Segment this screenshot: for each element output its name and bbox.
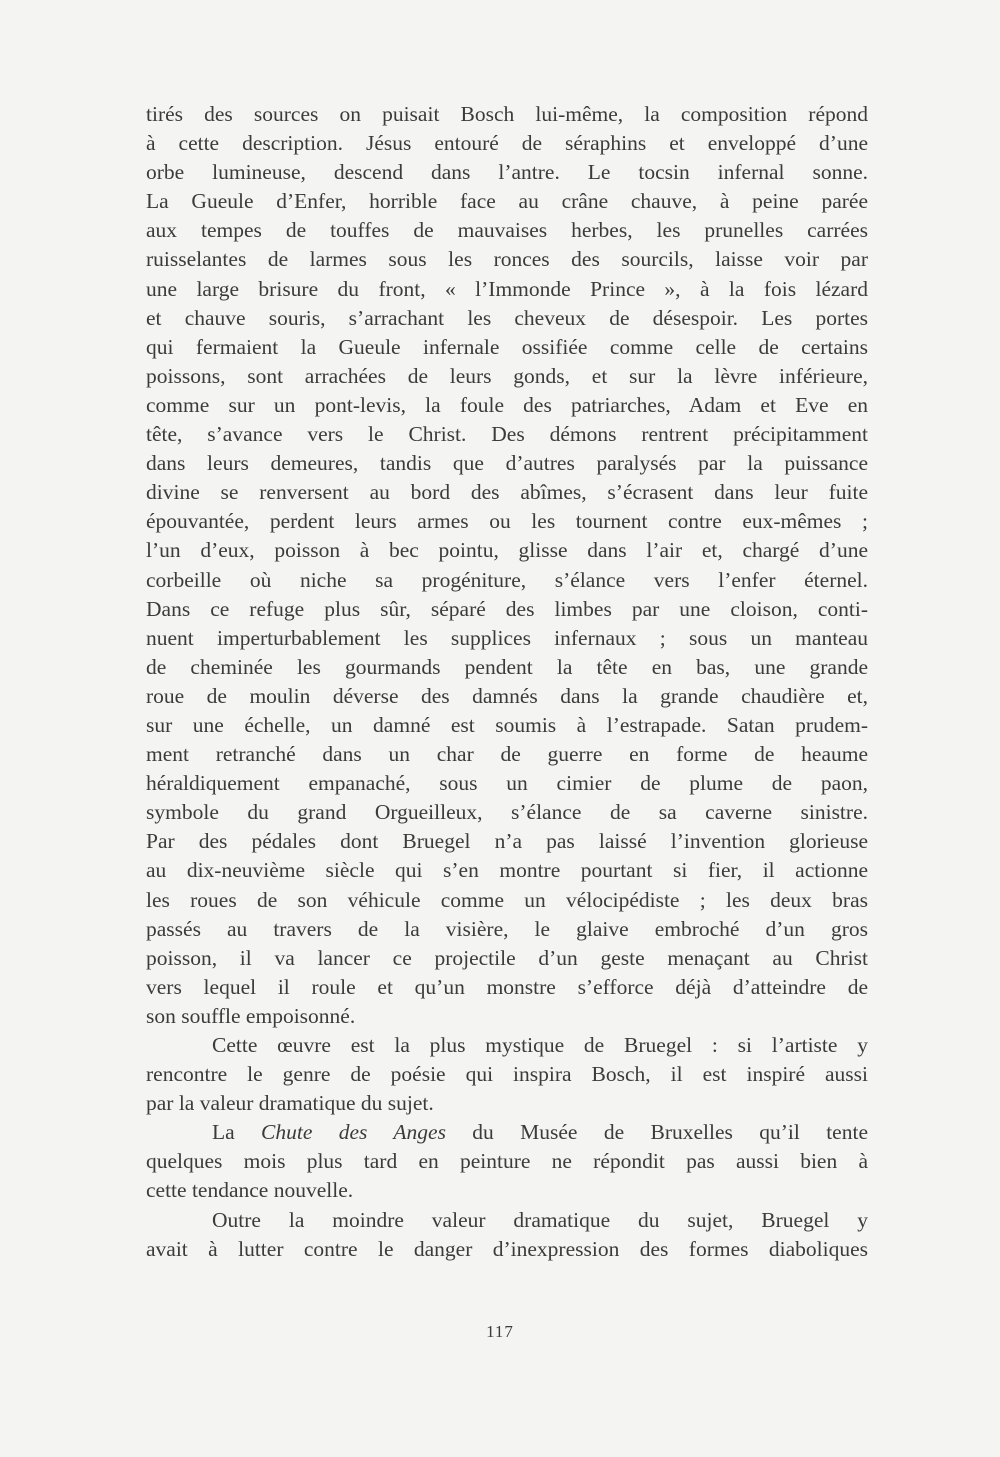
- text-line: épouvantée, perdent leurs armes ou les tournent contre eux-mêmes ;: [146, 509, 868, 534]
- text-line: vers lequel il roule et qu’un monstre s’efforce déjà d’atteindre de: [146, 974, 868, 999]
- text-line: dans leurs demeures, tandis que d’autres paralysés par la puissance: [146, 451, 868, 476]
- text-line: nuent imperturbablement les supplices infernaux ; sous un manteau: [146, 625, 868, 650]
- text-line: Cette œuvre est la plus mystique de Bruegel : si l’artiste y: [212, 1033, 868, 1057]
- text-line: au dix-neuvième siècle qui s’en montre pourtant si fier, il actionne: [146, 858, 868, 883]
- body-text: [146, 100, 868, 1264]
- text-segment: La: [212, 1120, 262, 1145]
- text-line: quelques mois plus tard en peinture ne répondit pas aussi bien à: [146, 1149, 868, 1174]
- text-line: son souffle empoisonné.: [146, 1003, 356, 1028]
- text-line: Outre la moindre valeur dramatique du sujet, Bruegel y: [212, 1207, 868, 1232]
- text-line: les roues de son véhicule comme un vélocipédiste ; les deux bras: [146, 887, 868, 912]
- text-line: corbeille où niche sa progéniture, s’élance vers l’enfer éternel.: [146, 567, 868, 592]
- text-line: ment retranché dans un char de guerre en forme de heaume: [146, 742, 868, 767]
- text-line: tirés des sources on puisait Bosch lui-même, la composition répond: [146, 102, 868, 126]
- text-line: poissons, sont arrachées de leurs gonds, et sur la lèvre inférieure,: [146, 363, 868, 388]
- page-number: 117: [486, 1322, 514, 1341]
- text-line: sur une échelle, un damné est soumis à l’estrapade. Satan prudem-: [146, 712, 868, 737]
- text-line: ruisselantes de larmes sous les ronces des sourcils, laisse voir par: [146, 247, 868, 272]
- text-line: La Gueule d’Enfer, horrible face au crâne chauve, à peine parée: [146, 189, 868, 214]
- text-line: Par des pédales dont Bruegel n’a pas laissé l’invention glorieuse: [146, 829, 868, 854]
- margin-pencil-note: [871, 166, 876, 181]
- text-line: [146, 1118, 868, 1147]
- text-line: qui fermaient la Gueule infernale ossifiée comme celle de certains: [146, 334, 868, 359]
- text-line: rencontre le genre de poésie qui inspira Bosch, il est inspiré aussi: [146, 1062, 868, 1087]
- text-line: tête, s’avance vers le Christ. Des démons rentrent précipitamment: [146, 422, 868, 447]
- text-line: avait à lutter contre le danger d’inexpression des formes diaboliques: [146, 1236, 868, 1261]
- text-line: à cette description. Jésus entouré de séraphins et enveloppé d’une: [146, 131, 868, 156]
- text-line: cette tendance nouvelle.: [146, 1178, 354, 1203]
- text-line: et chauve souris, s’arrachant les cheveux de désespoir. Les portes: [146, 305, 868, 330]
- text-line: symbole du grand Orgueilleux, s’élance de sa caverne sinistre.: [146, 800, 868, 825]
- text-line: orbe lumineuse, descend dans l’antre. Le tocsin infernal sonne.: [146, 160, 868, 185]
- text-line: aux tempes de touffes de mauvaises herbes, les prunelles carrées: [146, 218, 868, 243]
- text-line: de cheminée les gourmands pendent la tête en bas, une grande: [146, 654, 868, 679]
- text-line: l’un d’eux, poisson à bec pointu, glisse dans l’air et, chargé d’une: [146, 538, 868, 563]
- text-line: roue de moulin déverse des damnés dans la grande chaudière et,: [146, 683, 868, 708]
- text-line: passés au travers de la visière, le glaive embroché d’un gros: [146, 916, 868, 941]
- text-line: divine se renversent au bord des abîmes, s’écrasent dans leur fuite: [146, 480, 868, 505]
- text-line: une large brisure du front, « l’Immonde Prince », à la fois lézard: [146, 276, 868, 301]
- text-line: poisson, il va lancer ce projectile d’un geste menaçant au Christ: [146, 945, 868, 970]
- painting-title: Chute des Anges: [261, 1120, 446, 1145]
- text-line: comme sur un pont-levis, la foule des patriarches, Adam et Eve en: [146, 392, 868, 417]
- text-segment: du Musée de Bruxelles qu’il tente: [445, 1120, 868, 1145]
- text-line: Dans ce refuge plus sûr, séparé des limbes par une cloison, conti-: [146, 596, 868, 621]
- text-line: héraldiquement empanaché, sous un cimier de plume de paon,: [146, 771, 868, 796]
- text-line: par la valeur dramatique du sujet.: [146, 1091, 434, 1116]
